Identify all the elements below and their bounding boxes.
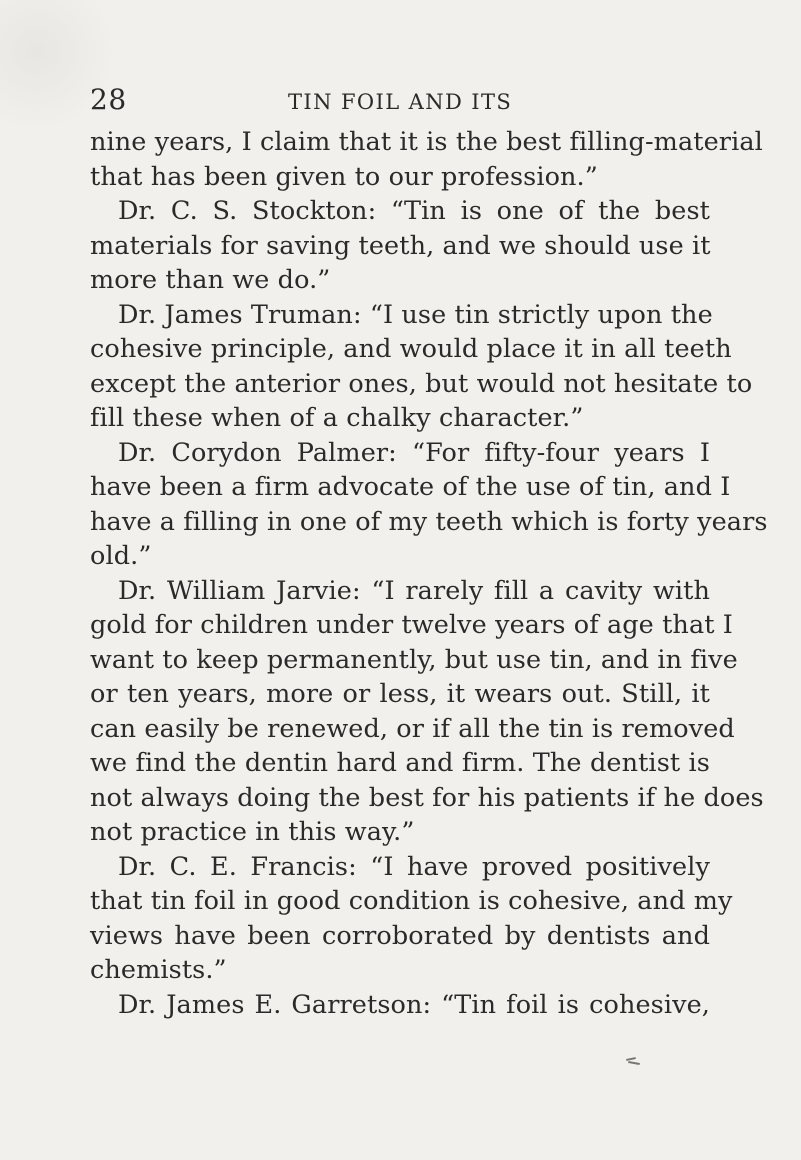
- body-line: cohesive principle, and would place it in all teeth: [90, 334, 732, 364]
- body-line: that tin foil in good condition is cohesive, and my: [90, 886, 733, 916]
- body-line: want to keep permanently, but use tin, and in five: [90, 644, 738, 675]
- body-line: Dr. C. E. Francis: “I have proved positively: [118, 851, 710, 882]
- scan-speck-mark: [626, 1056, 640, 1066]
- body-line: that has been given to our profession.”: [90, 161, 598, 192]
- running-header: [90, 84, 710, 120]
- body-line: views have been corroborated by dentists and: [90, 920, 710, 951]
- body-line: or ten years, more or less, it wears out. Still, it: [90, 679, 710, 709]
- page-number: 28: [90, 83, 127, 116]
- body-line: fill these when of a chalky character.”: [90, 403, 584, 433]
- body-line: have been a firm advocate of the use of tin, and I: [90, 472, 731, 502]
- body-line: more than we do.”: [90, 265, 331, 295]
- body-line: Dr. William Jarvie: “I rarely fill a cavity with: [118, 575, 710, 606]
- body-line: can easily be renewed, or if all the tin is removed: [90, 713, 735, 744]
- body-line: not practice in this way.”: [90, 817, 415, 847]
- body-line: Dr. James Truman: “I use tin strictly upon the: [118, 299, 713, 330]
- body-line: materials for saving teeth, and we should use it: [90, 230, 711, 261]
- body-line: Dr. C. S. Stockton: “Tin is one of the best: [118, 196, 710, 226]
- body-line: have a filling in one of my teeth which is forty years: [90, 506, 768, 537]
- body-line: nine years, I claim that it is the best filling-material: [90, 127, 763, 157]
- body-line: Dr. James E. Garretson: “Tin foil is cohesive,: [118, 989, 710, 1020]
- body-line: old.”: [90, 541, 152, 571]
- body-line: chemists.”: [90, 955, 227, 985]
- body-line: we find the dentin hard and firm. The dentist is: [90, 748, 710, 778]
- body-line: gold for children under twelve years of age that I: [90, 610, 733, 640]
- body-line: not always doing the best for his patients if he does: [90, 782, 764, 813]
- body-line: Dr. Corydon Palmer: “For fifty-four years I: [118, 437, 710, 468]
- body-line: except the anterior ones, but would not hesitate to: [90, 368, 753, 399]
- body-text: [90, 125, 768, 1022]
- running-title: TIN FOIL AND ITS: [288, 90, 513, 114]
